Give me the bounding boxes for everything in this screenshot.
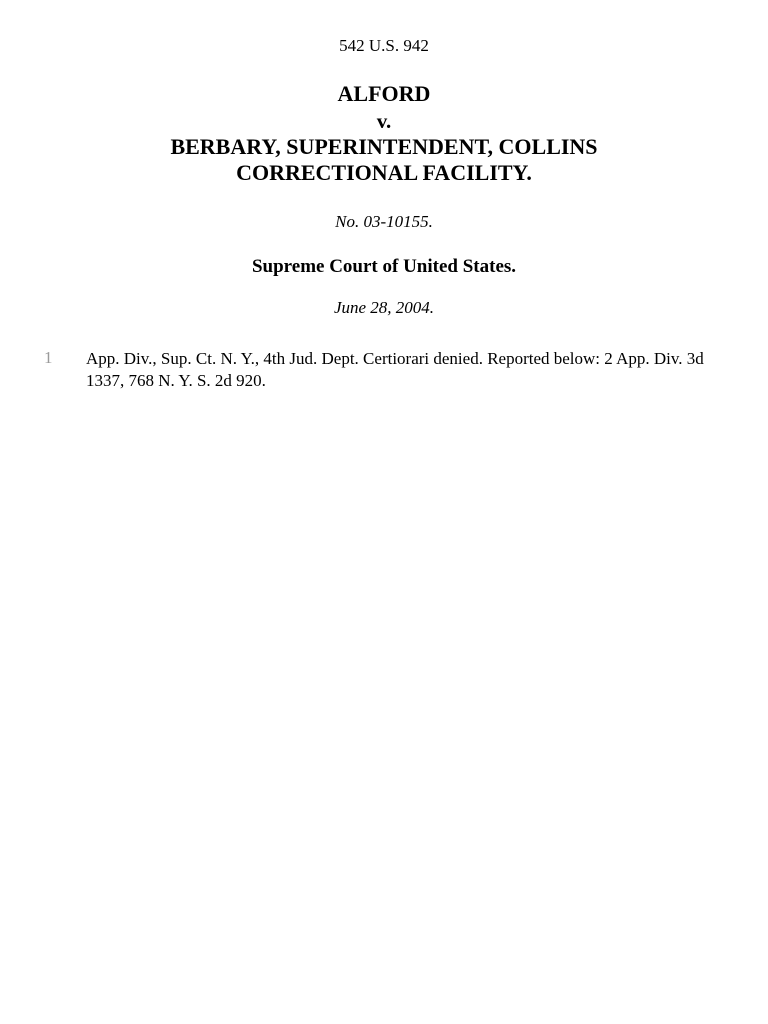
case-title-respondent-line2: CORRECTIONAL FACILITY. xyxy=(236,160,532,185)
case-title-versus: v. xyxy=(376,109,392,133)
court-name: Supreme Court of United States. xyxy=(251,256,517,277)
docket-number: No. 03-10155. xyxy=(335,212,433,231)
paragraph-number: 1 xyxy=(44,348,53,367)
case-title-respondent-line1: BERBARY, SUPERINTENDENT, COLLINS xyxy=(170,134,598,159)
case-citation: 542 U.S. 942 xyxy=(339,36,429,55)
decision-date: June 28, 2004. xyxy=(333,298,435,317)
case-title-petitioner: ALFORD xyxy=(337,81,431,106)
paragraph-text: App. Div., Sup. Ct. N. Y., 4th Jud. Dept. Certiorari denied. Reported below: 2 App. Div. 3d 1337, 768 N. Y. S. 2d 920. xyxy=(86,349,704,390)
